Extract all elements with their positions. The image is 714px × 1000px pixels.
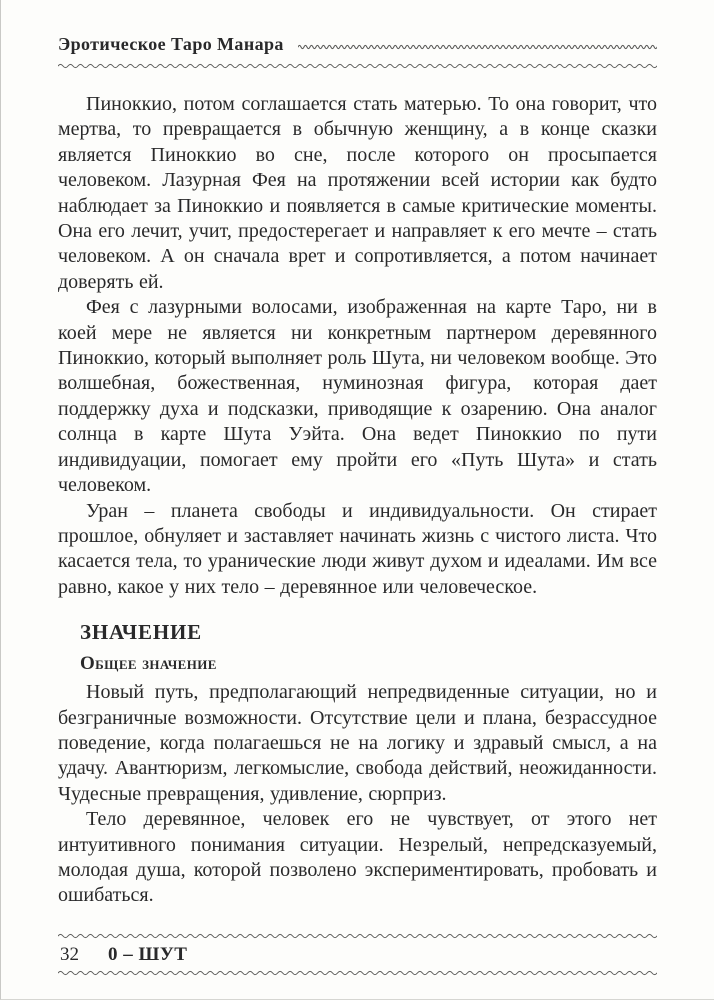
section-heading: ЗНАЧЕНИЕ — [80, 620, 202, 645]
running-header-title: Эротическое Таро Манара — [58, 34, 284, 54]
wavy-divider — [58, 932, 657, 940]
wavy-divider — [58, 969, 657, 977]
page-content — [58, 92, 657, 909]
wavy-divider — [298, 43, 657, 51]
body-paragraph: Уран – планета свободы и индивидуальности. Он стирает прошлое, обнуляет и заставляет начинать жизнь с чистого листа. Что касается тела, то уранические люди живут духом и идеалами. Им все равно, какое у них тело – деревянное или человеческое. — [58, 499, 657, 598]
wavy-divider — [58, 62, 657, 70]
page-header — [58, 34, 657, 70]
body-paragraph: Тело деревянное, человек его не чувствует, от этого нет интуитивного понимания ситуации. Незрелый, непредсказуемый, молодая душа, которой позволено экспериментировать, пробовать и ошибаться. — [58, 808, 657, 907]
body-paragraph: Пиноккио, потом соглашается стать матерью. То она говорит, что мертва, то превращается в обычную женщину, а в конце сказки является Пиноккио во сне, после которого он просыпается человеком. Лазурная Фея на протяжении всей истории как будто наблюдает за Пиноккио и появляется в самые критические моменты. Она его лечит, учит, предостерегает и направляет к его мечте – стать человеком. А он сначала врет и сопротивляется, а потом начинает доверять ей. — [58, 93, 657, 293]
footer-row — [58, 940, 657, 969]
chapter-title: 0 – ШУТ — [108, 944, 188, 965]
subsection-heading: Общее значение — [80, 653, 217, 675]
body-paragraph: Новый путь, предполагающий непредвиденные ситуации, но и безграничные возможности. Отсутствие цели и плана, безрассудное поведение, когда полагаешься не на логику и здравый смысл, а на удачу. Авантюризм, легкомыслие, свобода действий, неожиданности. Чудесные превращения, удивление, сюрприз. — [58, 681, 657, 805]
page-footer — [58, 932, 657, 977]
body-paragraph: Фея с лазурными волосами, изображенная на карте Таро, ни в коей мере не является ни конкретным партнером деревянного Пиноккио, который выполняет роль Шута, ни человеком вообще. Это волшебная, божественная, нуминозная фигура, которая дает поддержку духа и подсказки, приводящие к озарению. Она аналог солнца в карте Шута Уэйта. Она ведет Пиноккио по пути индивидуации, помогает ему пройти его «Путь Шута» и стать человеком. — [58, 296, 657, 497]
running-header-row — [58, 34, 657, 55]
page-number: 32 — [60, 944, 79, 965]
